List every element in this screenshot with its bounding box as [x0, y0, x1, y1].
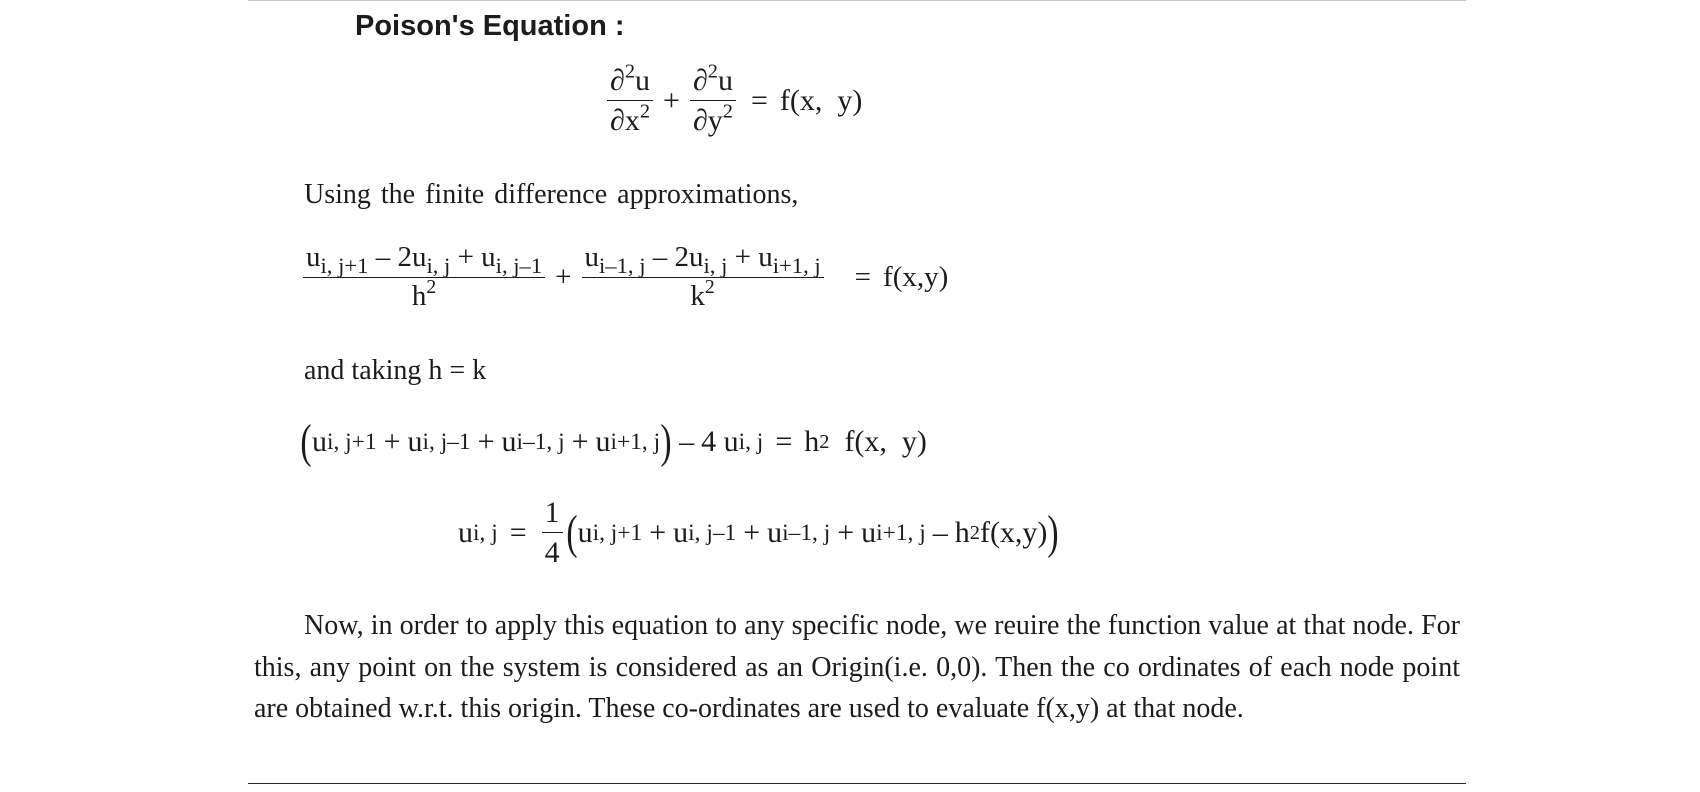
- d2u-dy2-fraction: $\frac{\partial^2u}{\partial y^2}$: [690, 64, 736, 137]
- simplified-equation: ( u i, j+1 + u i, j–1 + u i–1, j + u i+1, j ) – 4 u i, j = h 2 f(x, y): [300, 415, 927, 468]
- d2u-dx2-fraction: $\frac{\partial^2u}{\partial x^2}$: [607, 64, 653, 137]
- y-difference-fraction: $\frac{u_{i-1, j} - 2u_{i, j} + u_{i+1, j}}{k^2}$: [582, 242, 824, 313]
- poisson-equation: $\frac{\partial^2u}{\partial x^2}$ + $\frac{\partial^2u}{\partial y^2}$ = f(x, y): [604, 64, 862, 137]
- x-difference-fraction: $\frac{u_{i, j+1} - 2u_{i, j} + u_{i, j-1}}{h^2}$: [303, 242, 545, 313]
- section-heading: Poison's Equation :: [355, 10, 625, 42]
- bottom-rule: [248, 783, 1466, 784]
- closing-paragraph: Now, in order to apply this equation to any specific node, we reuire the function value at that node. For this, any point on the system is considered as an Origin(i.e. 0,0). Then the co ordinates of each node point are obtained w.r.t. this origin. These co-ordinates are used to evaluate f(x,y) at that node.: [254, 610, 1460, 724]
- one-quarter-fraction: $\frac{1}{4}$: [542, 496, 563, 569]
- condition-paragraph: and taking h = k: [304, 355, 487, 386]
- finite-difference-equation: $\frac{u_{i, j+1} - 2u_{i, j} + u_{i, j-1}}{h^2}$ + $\frac{u_{i-1, j} - 2u_{i, j} + u_{i+1, j}}{k^2}$ = f(x,y): [300, 242, 948, 313]
- intro-paragraph: Using the finite difference approximations,: [304, 179, 799, 210]
- node-equation: u i, j = $\frac{1}{4}$ ( u i, j+1 + u i, j–1 + u i–1, j + u i+1, j – h 2 f(x,y) ): [458, 496, 1060, 569]
- top-rule: [248, 0, 1466, 1]
